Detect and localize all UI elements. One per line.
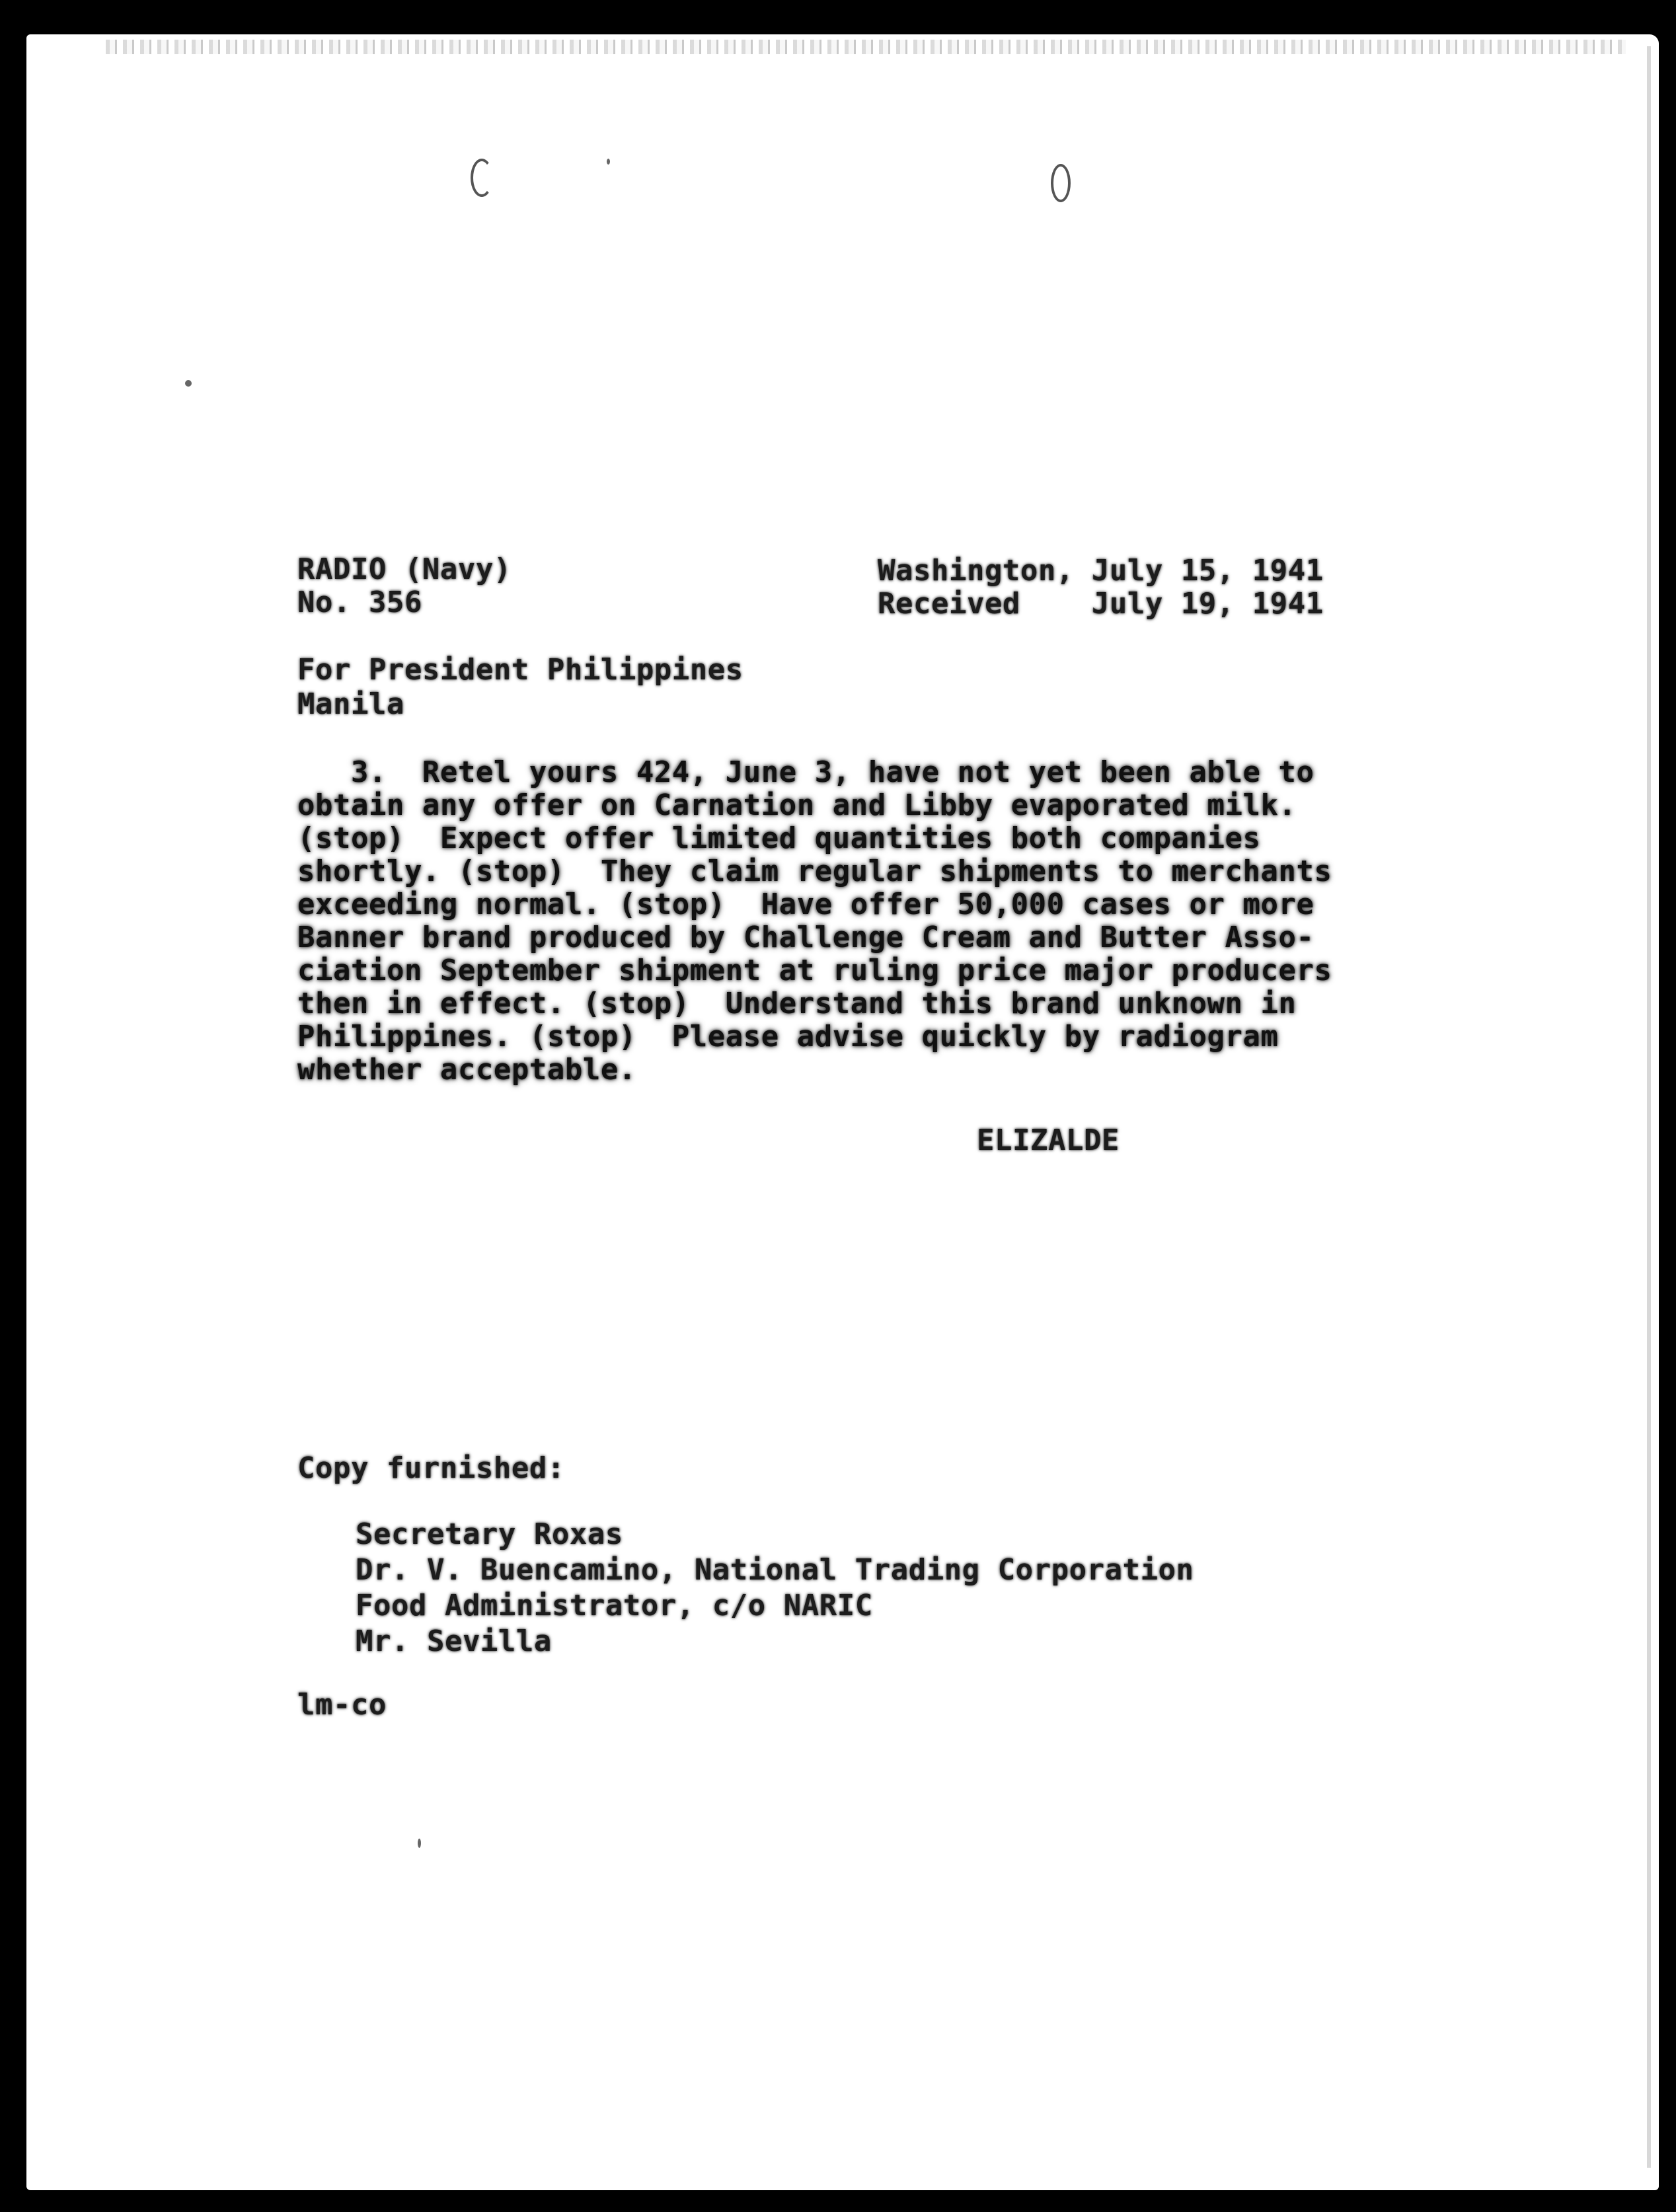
punch-hole-left (471, 159, 493, 197)
punch-hole-right (1051, 164, 1071, 202)
body-line: exceeding normal. (stop) Have offer 50,000 cases or more (297, 888, 1314, 921)
recipient: For President Philippines (297, 653, 743, 687)
body-line: 3. Retel yours 424, June 3, have not yet been able to (297, 755, 1314, 789)
copy-recipient: Mr. Sevilla (356, 1624, 552, 1658)
body-line: obtain any offer on Carnation and Libby evaporated milk. (297, 788, 1297, 822)
copy-recipient: Secretary Roxas (356, 1517, 623, 1551)
document-page (26, 34, 1659, 2190)
copy-furnished-heading: Copy furnished: (297, 1451, 565, 1485)
body-line: then in effect. (stop) Understand this brand unknown in (297, 987, 1297, 1020)
copy-recipient: Food Administrator, c/o NARIC (356, 1589, 873, 1622)
scan-speck (185, 380, 192, 387)
body-line: Philippines. (stop) Please advise quickly by radiogram (297, 1020, 1279, 1053)
page-edge (1647, 46, 1651, 2168)
body-line: ciation September shipment at ruling price major producers (297, 954, 1332, 987)
reference-initials: lm-co (297, 1688, 387, 1722)
body-line: (stop) Expect offer limited quantities both companies (297, 821, 1261, 855)
message-number: No. 356 (297, 586, 422, 619)
received-date: Received July 19, 1941 (878, 587, 1324, 621)
signature: ELIZALDE (977, 1124, 1120, 1157)
sent-date: Washington, July 15, 1941 (878, 554, 1324, 588)
body-line: whether acceptable. (297, 1053, 636, 1087)
transmission-type: RADIO (Navy) (297, 553, 512, 586)
copy-recipient: Dr. V. Buencamino, National Trading Corporation (356, 1553, 1194, 1587)
body-line: Banner brand produced by Challenge Cream and Butter Asso- (297, 921, 1314, 954)
scan-smudge (106, 40, 1626, 54)
scan-speck (607, 159, 610, 165)
body-line: shortly. (stop) They claim regular shipments to merchants (297, 855, 1332, 888)
scan-speck (418, 1839, 421, 1848)
recipient-city: Manila (297, 687, 404, 721)
